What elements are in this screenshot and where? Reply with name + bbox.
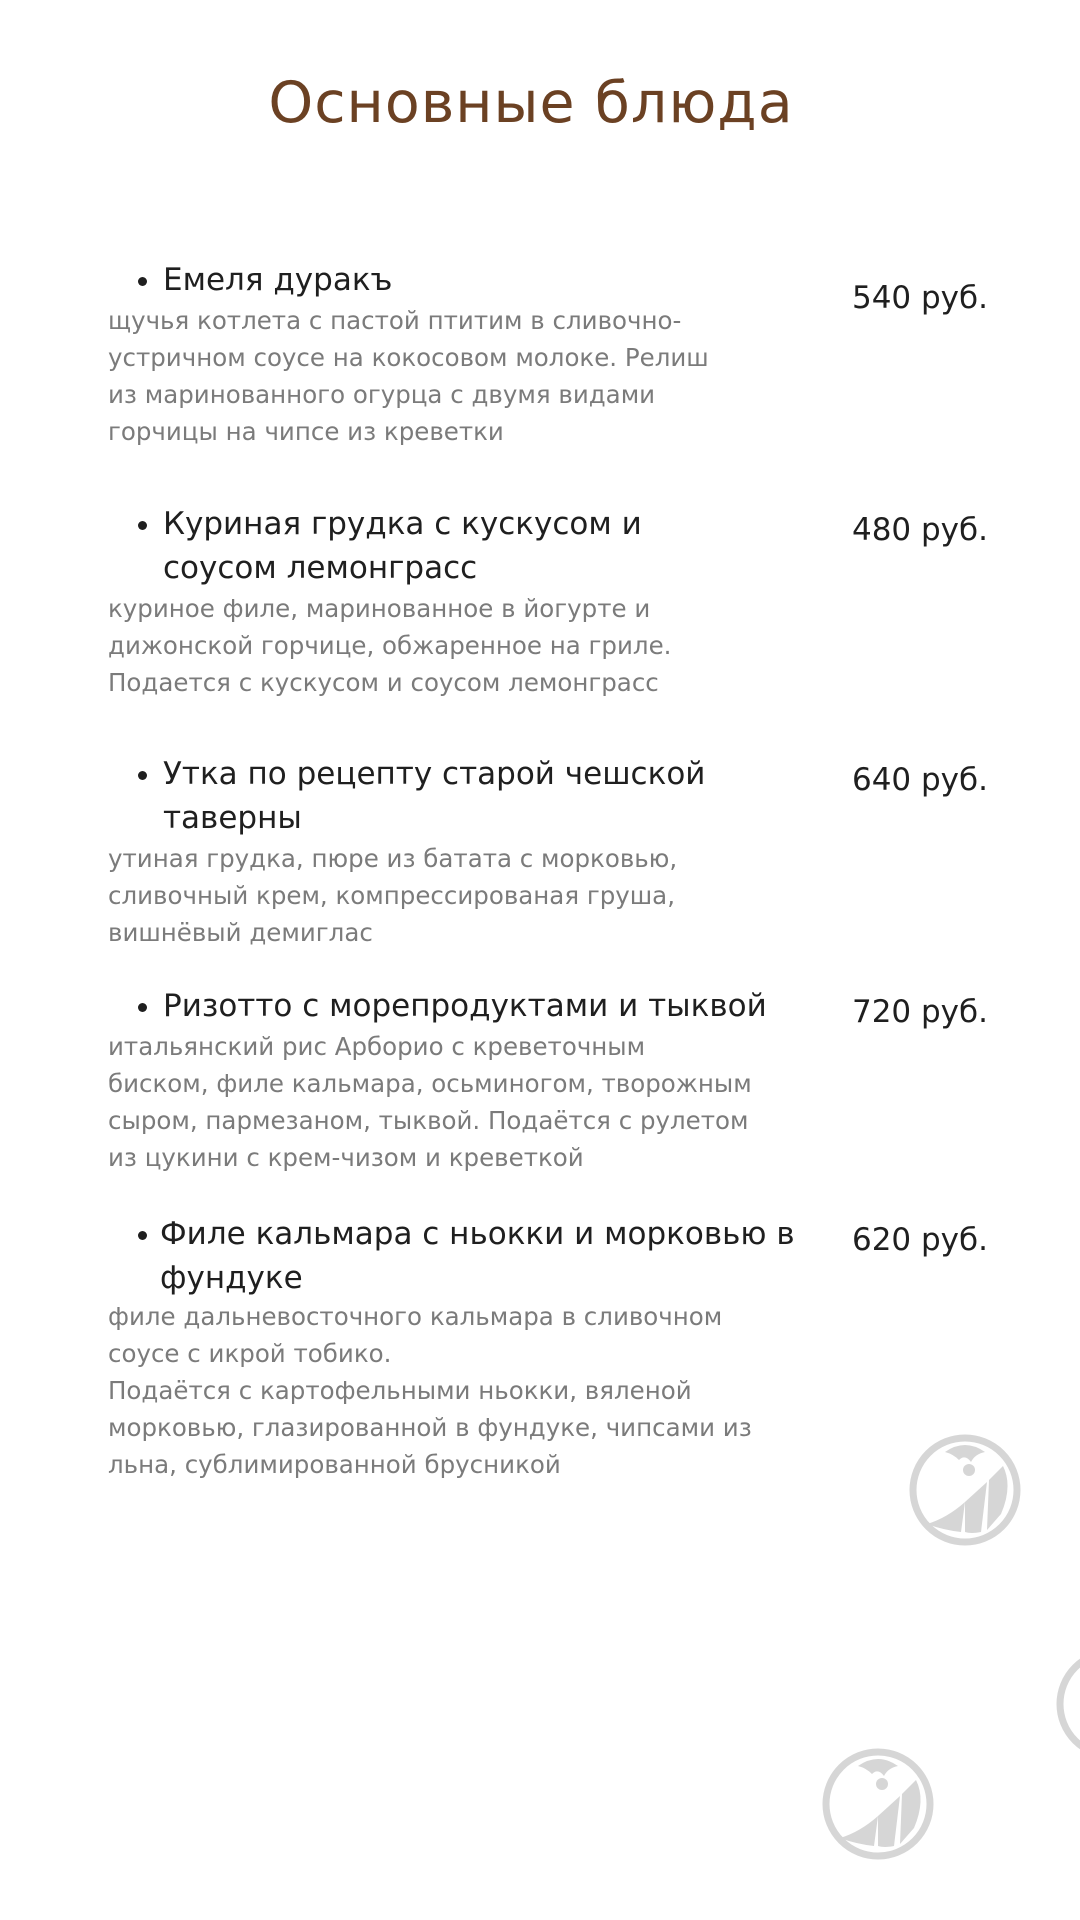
description-line: итальянский рис Арборио с креветочным	[108, 1032, 646, 1061]
description-line: сливочный крем, компрессированая груша,	[108, 881, 675, 910]
tomato-logo-icon	[905, 1428, 1025, 1548]
description-line: устричном соусе на кокосовом молоке. Релиш	[108, 343, 709, 372]
dish-name: Филе кальмара с ньокки и морковью в фундуке	[160, 1216, 795, 1296]
dish-description	[108, 302, 808, 450]
bullet-icon	[138, 521, 147, 530]
dish-description	[108, 590, 808, 701]
bullet-icon	[138, 1003, 147, 1012]
bullet-icon	[138, 1231, 147, 1240]
dish-price: 620 руб.	[851, 1222, 988, 1258]
tomato-logo-icon	[1052, 1642, 1080, 1762]
description-line: утиная грудка, пюре из батата с морковью,	[108, 844, 678, 873]
dish-description	[108, 1028, 808, 1176]
description-line: из маринованного огурца с двумя видами	[108, 380, 656, 409]
description-line: соусе с икрой тобико.	[108, 1339, 392, 1368]
dish-name: Емеля дуракъ	[163, 262, 393, 298]
dish-price: 540 руб.	[851, 280, 988, 316]
page-title: Основные блюда	[268, 70, 794, 136]
description-line: щучья котлета с пастой птитим в сливочно-	[108, 306, 682, 335]
description-line: куриное филе, маринованное в йогурте и	[108, 594, 651, 623]
description-line: сыром, пармезаном, тыквой. Подаётся с рулетом	[108, 1106, 749, 1135]
tomato-logo-icon	[818, 1742, 938, 1862]
description-line: вишнёвый демиглас	[108, 918, 373, 947]
description-line: Подаётся с картофельными ньокки, вяленой	[108, 1376, 692, 1405]
description-line: морковью, глазированной в фундуке, чипсами из	[108, 1413, 752, 1442]
dish-price: 640 руб.	[851, 762, 988, 798]
description-line: дижонской горчице, обжаренное на гриле.	[108, 631, 672, 660]
description-line: биском, филе кальмара, осьминогом, творожным	[108, 1069, 752, 1098]
dish-name: Куриная грудка с кускусом и соусом лемонграсс	[163, 506, 642, 586]
dish-price: 720 руб.	[851, 994, 988, 1030]
dish-price: 480 руб.	[851, 512, 988, 548]
description-line: из цукини с крем-чизом и креветкой	[108, 1143, 584, 1172]
dish-description	[108, 1298, 808, 1483]
dish-name: Утка по рецепту старой чешской таверны	[163, 756, 706, 836]
bullet-icon	[138, 771, 147, 780]
description-line: льна, сублимированной брусникой	[108, 1450, 561, 1479]
bullet-icon	[138, 277, 147, 286]
description-line: горчицы на чипсе из креветки	[108, 417, 504, 446]
dish-description	[108, 840, 808, 951]
dish-name: Ризотто с морепродуктами и тыквой	[163, 988, 767, 1024]
description-line: филе дальневосточного кальмара в сливочном	[108, 1302, 723, 1331]
description-line: Подается с кускусом и соусом лемонграсс	[108, 668, 659, 697]
